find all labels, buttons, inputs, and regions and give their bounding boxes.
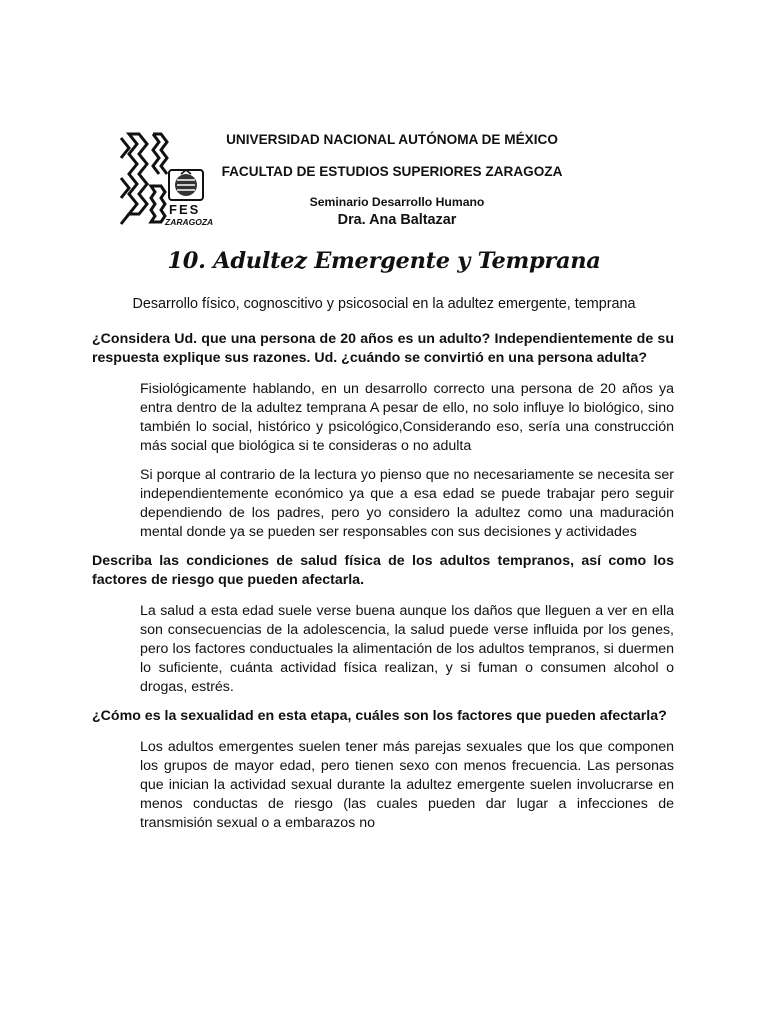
answer-2a: La salud a esta edad suele verse buena aunque los daños que lleguen a ver en ella son consecuencias de la adolescencia, la salud puede verse influida por los genes, pero los factores conductuales la alimentación de los adultos tempranos, si duermen lo suficiente, cuánta actividad física realizan, y si fuman o consumen alcohol o drogas, estrés. bbox=[140, 603, 674, 695]
answer-1a: Fisiológicamente hablando, en un desarrollo correcto una persona de 20 años ya entra dentro de la adultez temprana A pesar de ello, no solo influye lo biológico, sino también lo social, histórico y psicológico,Considerando eso, sería una construcción más social que biológica si te consideras o no adulta bbox=[140, 381, 674, 454]
university-name: UNIVERSIDAD NACIONAL AUTÓNOMA DE MÉXICO bbox=[226, 132, 558, 147]
fes-text: FES bbox=[169, 202, 201, 217]
unam-crest-icon bbox=[169, 170, 203, 200]
document-title: 10. Adultez Emergente y Temprana bbox=[167, 248, 601, 274]
teacher-name: Dra. Ana Baltazar bbox=[337, 212, 457, 228]
question-2: Describa las condiciones de salud física de los adultos tempranos, así como los factores de riesgo que pueden afectarla. bbox=[92, 553, 674, 588]
seminar-name: Seminario Desarrollo Humano bbox=[309, 195, 485, 209]
document-subtitle: Desarrollo físico, cognoscitivo y psicosocial en la adultez emergente, temprana bbox=[132, 296, 636, 312]
answer-1b: Si porque al contrario de la lectura yo pienso que no necesariamente se necesita ser independientemente económico ya que a esa edad se puede trabajar pero seguir dependiendo de los padres, pero yo considero la adultez como una maduración mental donde ya se pueden ser responsables con sus decisiones y actividades bbox=[140, 467, 674, 540]
zaragoza-text: ZARAGOZA bbox=[165, 217, 214, 227]
fes-logo-graphic bbox=[117, 128, 219, 228]
question-3: ¿Cómo es la sexualidad en esta etapa, cuáles son los factores que pueden afectarla? bbox=[92, 708, 667, 724]
fes-zaragoza-logo bbox=[117, 128, 219, 228]
answer-3a: Los adultos emergentes suelen tener más parejas sexuales que los que componen los grupos de mayor edad, pero tienen sexo con menos frecuencia. Las personas que inician la actividad sexual durante la adultez emergente suelen involucrarse en menos conductas de riesgo (las cuales pueden dar lugar a infecciones de transmisión sexual o a embarazos no bbox=[140, 739, 674, 831]
faculty-name: FACULTAD DE ESTUDIOS SUPERIORES ZARAGOZA bbox=[221, 164, 563, 179]
document-body bbox=[92, 330, 674, 843]
question-1: ¿Considera Ud. que una persona de 20 años es un adulto? Independientemente de su respuesta explique sus razones. Ud. ¿cuándo se convirtió en una persona adulta? bbox=[92, 331, 674, 366]
document-header bbox=[112, 125, 582, 230]
